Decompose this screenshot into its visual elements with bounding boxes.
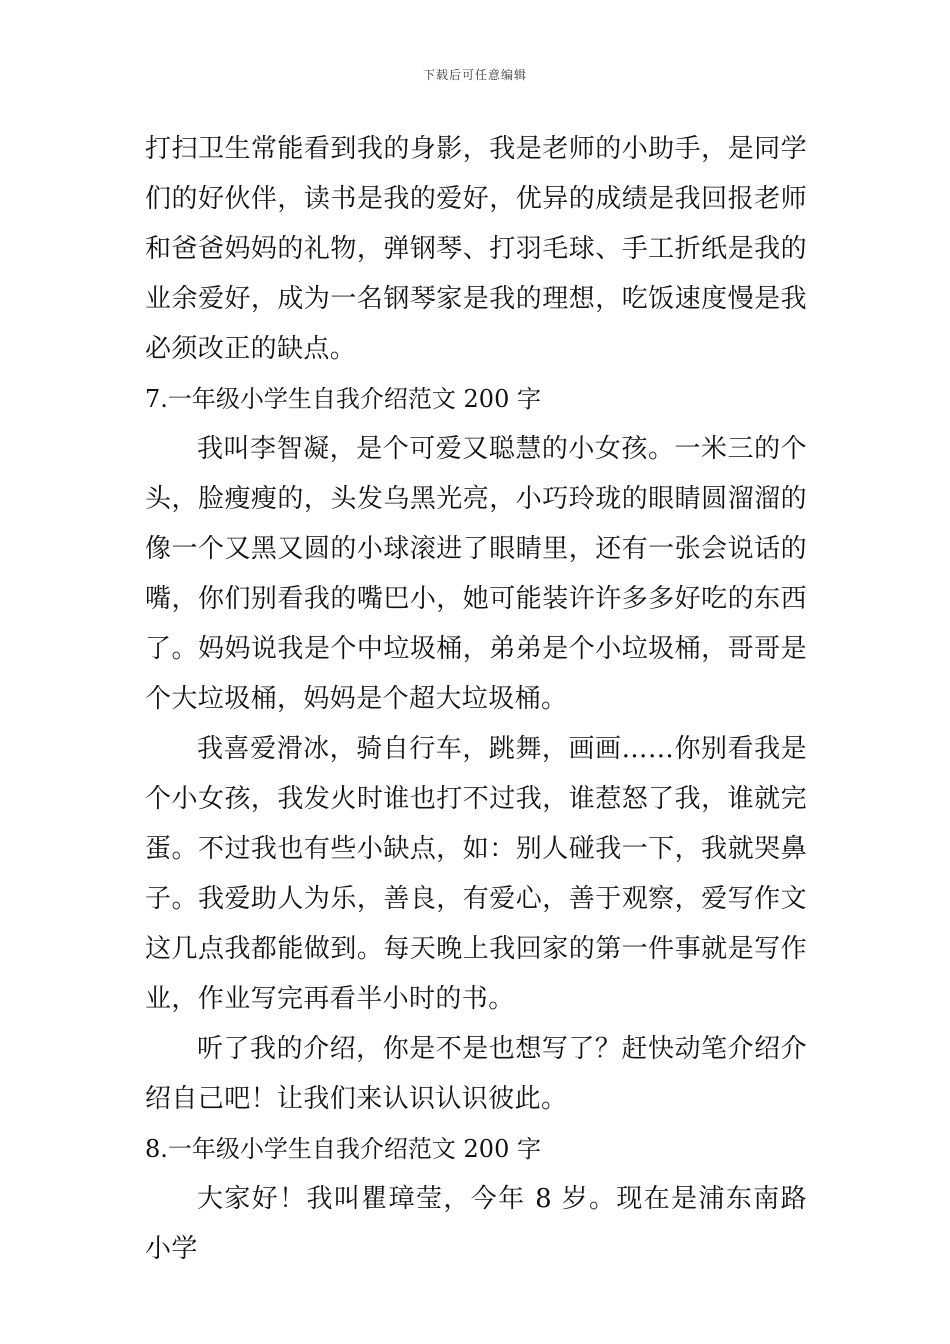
section-heading-7: 7.一年级小学生自我介绍范文 200 字 [145,385,541,413]
paragraph-closing: 听了我的介绍，你是不是也想写了？赶快动笔介绍介绍自己吧！让我们来认识认识彼此。 [145,1034,807,1114]
document-body [145,124,807,1274]
page-header: 下载后可任意编辑 [422,68,527,82]
paragraph-intro: 大家好！我叫瞿璋莹，今年 8 岁。现在是浦东南路小学 [145,1184,807,1264]
paragraph-continuation: 打扫卫生常能看到我的身影，我是老师的小助手，是同学们的好伙伴，读书是我的爱好，优异的成绩是我回报老师和爸爸妈妈的礼物，弹钢琴、打羽毛球、手工折纸是我的业余爱好，成为一名钢琴家是我的理想，吃饭速度慢是我必须改正的缺点。 [145,134,807,364]
paragraph-appearance: 我叫李智凝，是个可爱又聪慧的小女孩。一米三的个头，脸瘦瘦的，头发乌黑光亮，小巧玲珑的眼睛圆溜溜的像一个又黑又圆的小球滚进了眼睛里，还有一张会说话的嘴，你们别看我的嘴巴小，她可能装许许多多好吃的东西了。妈妈说我是个中垃圾桶，弟弟是个小垃圾桶，哥哥是个大垃圾桶，妈妈是个超大垃圾桶。 [145,434,807,714]
section-heading-8: 8.一年级小学生自我介绍范文 200 字 [145,1135,541,1163]
paragraph-hobbies: 我喜爱滑冰，骑自行车，跳舞，画画……你别看我是个小女孩，我发火时谁也打不过我，谁惹怒了我，谁就完蛋。不过我也有些小缺点，如：别人碰我一下，我就哭鼻子。我爱助人为乐，善良，有爱心，善于观察，爱写作文这几点我都能做到。每天晚上我回家的第一件事就是写作业，作业写完再看半小时的书。 [145,734,807,1014]
